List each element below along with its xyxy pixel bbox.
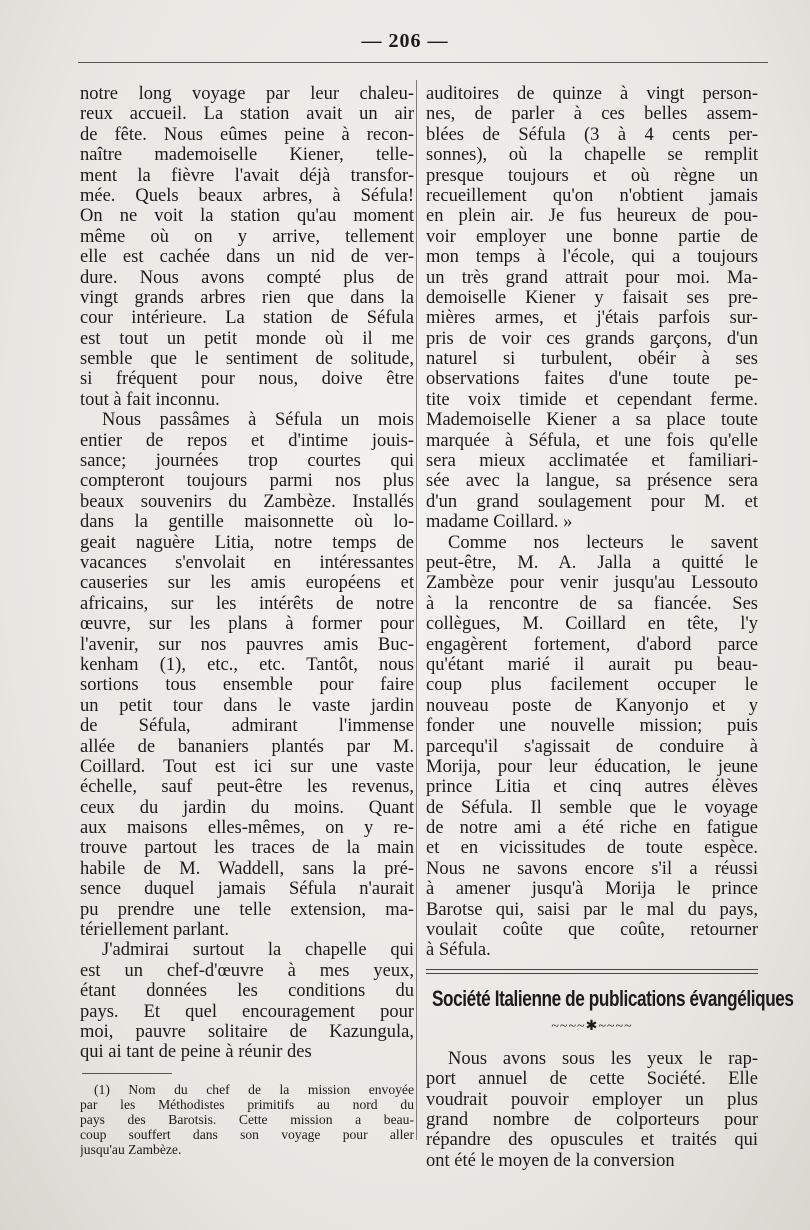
text-line: Comme nos lecteurs le savent	[448, 532, 758, 553]
text-line: port annuel de cette Société. Elle	[426, 1069, 758, 1090]
text-line: coup plus facilement occuper le	[426, 675, 758, 696]
text-line: tériellement parlant.	[80, 920, 229, 941]
text-line: habile de M. Waddell, sans la pré-	[80, 858, 414, 879]
text-line: pris de voir ces grands garçons, d'un	[426, 328, 758, 349]
text-line: mières armes, et j'étais parfois sur-	[426, 308, 758, 329]
text-line: pu prendre une telle extension, ma-	[80, 899, 414, 920]
right-column	[426, 84, 794, 1171]
text-line: compteront toujours parmi nos plus	[80, 471, 414, 492]
text-line: sée avec la langue, sa présence sera	[426, 471, 758, 492]
text-line: vacances s'envolait en intéressantes	[80, 552, 414, 573]
text-line: mon temps à l'école, qui a toujours	[426, 247, 758, 268]
text-line: marquée à Séfula, et une fois qu'elle	[426, 430, 758, 451]
text-line: voudrait pouvoir employer un plus	[426, 1089, 758, 1110]
text-line: allée de bananiers plantés par M.	[80, 736, 414, 757]
section-title: Société Italienne de publications évangéliques	[432, 985, 794, 1011]
text-line: collègues, M. Coillard en tête, l'y	[426, 614, 758, 635]
text-line: voir employer une bonne partie de	[426, 226, 758, 247]
text-line: l'avenir, sur nos pauvres amis Buc-	[80, 634, 414, 655]
text-line: de fête. Nous eûmes peine à recon-	[80, 124, 414, 145]
footnote-separator	[82, 1073, 172, 1074]
text-line: tout à fait inconnu.	[80, 389, 220, 410]
text-line: dans la gentille maisonnette où lo-	[80, 512, 414, 533]
text-line: causeries sur les amis européens et	[80, 573, 414, 594]
text-line: Nous passâmes à Séfula un mois	[102, 410, 414, 431]
text-line: un très grand attrait pour moi. Ma-	[426, 267, 758, 288]
text-line: nouveau poste de Kanyonjo et y	[426, 695, 758, 716]
ornament: ~~~~✱~~~~	[551, 1018, 633, 1034]
text-line: reux accueil. La station avait un air	[80, 104, 414, 125]
text-line: à la rencontre de sa fiancée. Ses	[426, 593, 758, 614]
text-line: J'admirai surtout la chapelle qui	[102, 940, 414, 961]
text-line: Morija, pour leur éducation, le jeune	[426, 756, 758, 777]
text-line: kenham (1), etc., etc. Tantôt, nous	[80, 654, 414, 675]
text-line: On ne voit la station qu'au moment	[80, 206, 414, 227]
text-line: vingt grands arbres rien que dans la	[80, 287, 414, 308]
text-line: entier de repos et d'intime jouis-	[80, 430, 414, 451]
text-line: Nous avons sous les yeux le rap-	[448, 1048, 758, 1069]
text-line: sence duquel jamais Séfula n'aurait	[80, 879, 414, 900]
text-line: dure. Nous avons compté plus de	[80, 267, 414, 288]
text-line: répandre des opuscules et traités qui	[426, 1130, 758, 1151]
text-line: demoiselle Kiener y faisait ses pre-	[426, 287, 758, 308]
text-line: (1) Nom du chef de la mission envoyée	[94, 1081, 414, 1097]
text-line: elle est cachée dans un nid de ver-	[80, 247, 414, 268]
text-line: recueillement qu'on n'obtient jamais	[426, 185, 758, 206]
text-line: moi, pauvre solitaire de Kazungula,	[80, 1021, 414, 1042]
text-line: est tout un petit monde où il me	[80, 328, 414, 349]
text-line: parcequ'il s'agissait de conduire à	[426, 736, 758, 757]
text-line: si fréquent pour nous, doive être	[80, 369, 414, 390]
text-line: de notre ami a été riche en fatigue	[426, 818, 758, 839]
text-line: engagèrent fortement, d'abord parce	[426, 634, 758, 655]
text-line: un petit tour dans le vaste jardin	[80, 695, 414, 716]
text-line: et en vicissitudes de toute espèce.	[426, 838, 758, 859]
text-line: voulait coûte que coûte, retourner	[426, 920, 758, 941]
text-line: observations faites d'une toute pe-	[426, 369, 758, 390]
text-line: jusqu'au Zambèze.	[80, 1141, 182, 1157]
text-line: naturel si turbulent, obéir à ses	[426, 349, 758, 370]
header-rule	[78, 62, 768, 63]
text-line: étant données les conditions du	[80, 981, 414, 1002]
text-line: Nous ne savons encore s'il a réussi	[426, 858, 758, 879]
text-line: sortions tous ensemble pour faire	[80, 675, 414, 696]
text-line: œuvre, sur les plans à former pour	[80, 614, 414, 635]
text-line: blées de Séfula (3 à 4 cents per-	[426, 124, 758, 145]
text-line: cour intérieure. La station de Séfula	[80, 308, 414, 329]
text-line: même où on y arrive, tellement	[80, 226, 414, 247]
text-line: qu'étant marié il aurait pu beau-	[426, 654, 758, 675]
section-text	[426, 1049, 758, 1171]
text-line: à Séfula.	[426, 940, 491, 961]
text-line: de Séfula, admirant l'immense	[80, 716, 414, 737]
text-line: coup souffert dans son voyage pour aller	[80, 1126, 414, 1142]
text-line: nes, de parler à ces belles assem-	[426, 104, 758, 125]
text-line: ment la fièvre l'avait déjà transfor-	[80, 165, 414, 186]
text-line: beaux souvenirs du Zambèze. Installés	[80, 491, 414, 512]
right-column-text	[426, 84, 758, 961]
page-number: — 206 —	[361, 30, 449, 52]
text-line: ceux du jardin du moins. Quant	[80, 797, 414, 818]
text-line: sonnes), où la chapelle se remplit	[426, 145, 758, 166]
text-line: Barotse qui, saisi par le mal du pays,	[426, 899, 758, 920]
left-column	[80, 84, 414, 1157]
text-line: d'un grand soulagement pour M. et	[426, 491, 758, 512]
text-line: pays. Et quel encouragement pour	[80, 1001, 414, 1022]
text-line: mée. Quels beaux arbres, à Séfula!	[80, 185, 414, 206]
text-line: auditoires de quinze à vingt person-	[426, 84, 758, 104]
text-line: peut-être, M. A. Jalla a quitté le	[426, 552, 758, 573]
text-line: geait naguère Litia, notre temps de	[80, 532, 414, 553]
text-line: notre long voyage par leur chaleu-	[80, 84, 414, 104]
text-line: africains, sur les intérêts de notre	[80, 593, 414, 614]
text-line: Mademoiselle Kiener a sa place toute	[426, 410, 758, 431]
text-line: échelle, sauf peut-être les revenus,	[80, 777, 414, 798]
text-line: Zambèze pour venir jusqu'au Lessouto	[426, 573, 758, 594]
footnote	[80, 1082, 414, 1157]
column-divider	[416, 80, 417, 1140]
text-line: sera mieux acclimatée et familiari-	[426, 451, 758, 472]
text-line: ont été le moyen de la conversion	[426, 1150, 675, 1171]
text-line: fonder une nouvelle mission; puis	[426, 716, 758, 737]
text-line: sance; journées trop courtes qui	[80, 451, 414, 472]
text-line: en plein air. Je fus heureux de pou-	[426, 206, 758, 227]
text-line: à amener jusqu'à Morija le prince	[426, 879, 758, 900]
text-line: prince Litia et cinq autres élèves	[426, 777, 758, 798]
text-line: aux maisons elles-mêmes, on y re-	[80, 818, 414, 839]
text-line: semble que le sentiment de solitude,	[80, 349, 414, 370]
text-line: trouve partout les traces de la main	[80, 838, 414, 859]
left-column-text	[80, 84, 414, 1063]
text-line: qui ai tant de peine à réunir des	[80, 1042, 312, 1063]
text-line: pays des Barotsis. Cette mission a beau-	[80, 1111, 414, 1127]
text-line: par les Méthodistes primitifs au nord du	[80, 1096, 414, 1112]
text-line: naître mademoiselle Kiener, telle-	[80, 145, 414, 166]
text-line: tite voix timide et cependant ferme.	[426, 389, 758, 410]
text-line: presque toujours et où règne un	[426, 165, 758, 186]
text-line: grand nombre de colporteurs pour	[426, 1109, 758, 1130]
text-line: madame Coillard. »	[426, 512, 573, 533]
text-line: Coillard. Tout est ici sur une vaste	[80, 756, 414, 777]
section-rule-top	[426, 969, 758, 970]
text-line: de Séfula. Il semble que le voyage	[426, 797, 758, 818]
section-rule-top-thin	[426, 973, 758, 974]
text-line: est un chef-d'œuvre à mes yeux,	[80, 960, 414, 981]
